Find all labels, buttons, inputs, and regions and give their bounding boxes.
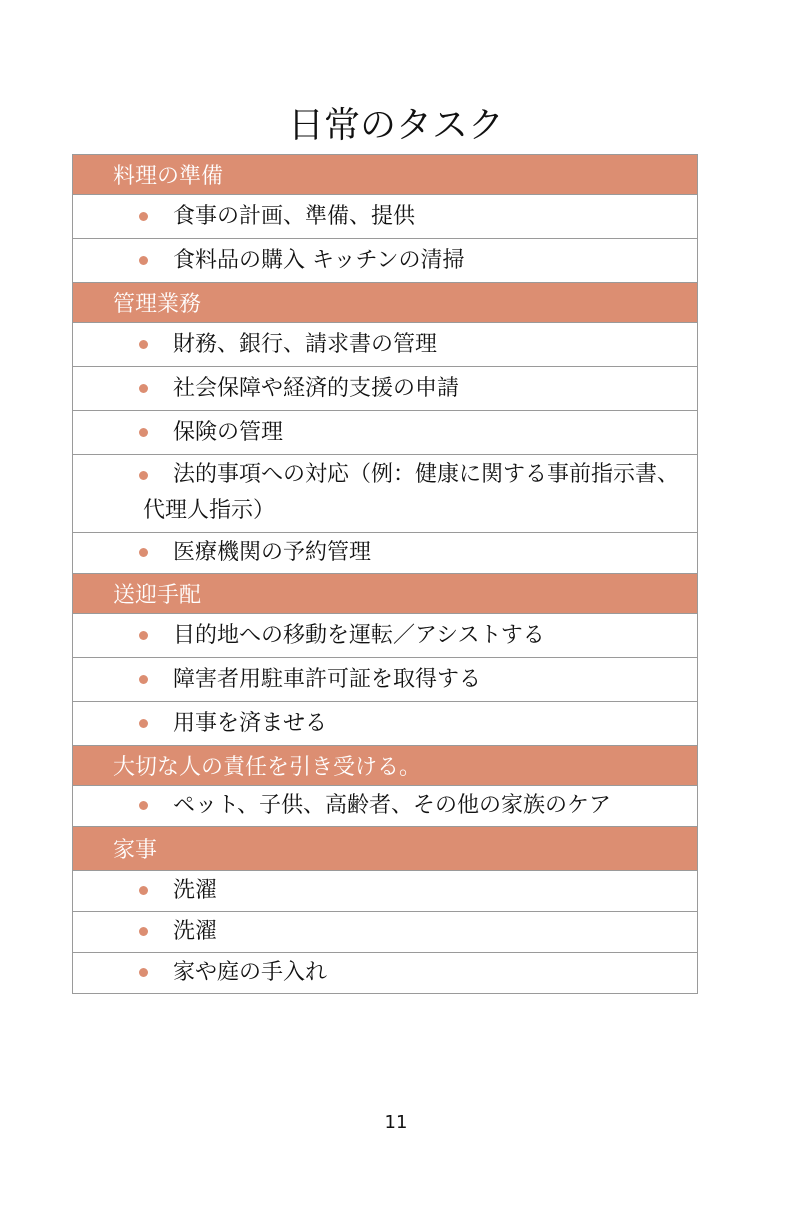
task-item: 食料品の購入 キッチンの清掃 [173,247,465,273]
task-table [72,154,698,994]
section-header-row [73,283,698,323]
table-row [73,411,698,455]
table-row [73,658,698,702]
task-item: 社会保障や経済的支援の申請 [173,375,460,401]
task-item: 財務、銀行、請求書の管理 [173,331,438,357]
section-heading: 大切な人の責任を引き受ける。 [73,746,698,786]
task-item: 法的事項への対応（例：健康に関する事前指示書、代理人指示） [143,462,680,523]
task-item: 洗濯 [173,878,218,903]
task-item: 目的地への移動を運転／アシストする [173,622,545,648]
task-item: 家や庭の手入れ [173,960,328,985]
section-header-row [73,827,698,871]
table-row [73,614,698,658]
page-number: 11 [384,1112,408,1133]
task-item: 医療機関の予約管理 [173,540,372,565]
task-item: 用事を済ませる [173,710,328,736]
bullet-icon [139,675,148,684]
table-row [73,195,698,239]
bullet-icon [139,428,148,437]
bullet-icon [139,886,148,895]
bullet-icon [139,801,148,810]
table-row [73,455,698,533]
bullet-icon [139,719,148,728]
section-heading: 管理業務 [73,283,698,323]
bullet-icon [139,968,148,977]
bullet-icon [139,256,148,265]
bullet-icon [139,340,148,349]
section-heading: 家事 [73,827,698,871]
table-row [73,953,698,994]
bullet-icon [139,384,148,393]
task-item: 洗濯 [173,919,218,944]
table-row [73,533,698,574]
task-item: 食事の計画、準備、提供 [173,203,416,229]
table-row [73,912,698,953]
task-item: ペット、子供、高齢者、その他の家族のケア [173,793,612,818]
page-title: 日常のタスク [287,105,504,146]
table-row [73,239,698,283]
bullet-icon [139,471,148,480]
bullet-icon [139,548,148,557]
task-item: 障害者用駐車許可証を取得する [173,666,482,692]
table-row [73,871,698,912]
bullet-icon [139,631,148,640]
bullet-icon [139,212,148,221]
task-item: 保険の管理 [173,419,284,445]
section-header-row [73,155,698,195]
bullet-icon [139,927,148,936]
section-heading: 送迎手配 [73,574,698,614]
table-row [73,367,698,411]
table-row [73,786,698,827]
table-row [73,702,698,746]
section-header-row [73,574,698,614]
table-row [73,323,698,367]
section-heading: 料理の準備 [73,155,698,195]
section-header-row [73,746,698,786]
